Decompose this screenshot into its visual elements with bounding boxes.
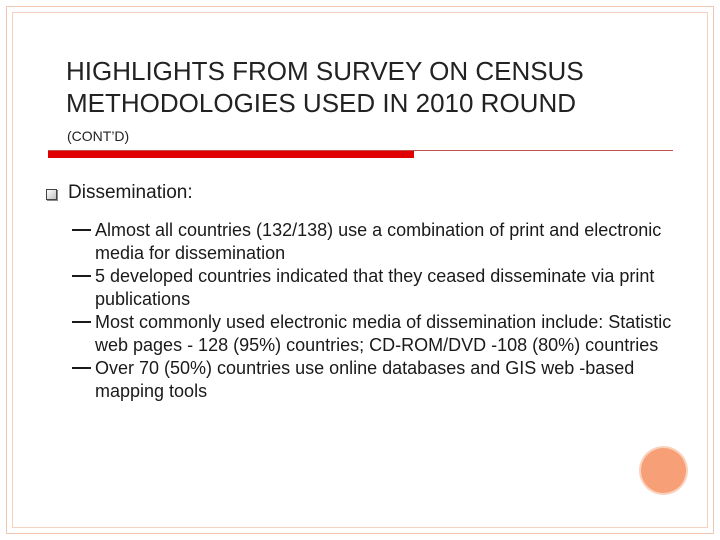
bullet-list	[72, 219, 692, 403]
list-item	[72, 311, 692, 357]
section-bullet	[46, 181, 193, 205]
title-accent-bar	[48, 151, 414, 158]
list-item	[72, 219, 692, 265]
list-item-text: Almost all countries (132/138) use a combination of print and electronic media for dissemination	[95, 220, 662, 263]
list-item	[72, 265, 692, 311]
list-item-text: Over 70 (50%) countries use online databases and GIS web -based mapping tools	[95, 358, 635, 401]
dash-bullet-icon	[72, 321, 91, 323]
dash-bullet-icon	[72, 229, 91, 231]
square-bullet-icon	[46, 189, 57, 200]
dash-bullet-icon	[72, 367, 91, 369]
dash-bullet-icon	[72, 275, 91, 277]
slide-title: HIGHLIGHTS FROM SURVEY ON CENSUS METHODOLOGIES USED IN 2010 ROUND	[66, 56, 584, 118]
list-item-text: Most commonly used electronic media of dissemination include: Statistic web pages - 128 (95%) countries; CD-ROM/DVD -108 (80%) countries	[95, 312, 672, 355]
slide-subtitle: (CONT’D)	[67, 128, 130, 144]
section-heading: Dissemination:	[68, 182, 193, 203]
list-item-text: 5 developed countries indicated that they ceased disseminate via print publications	[95, 266, 655, 309]
decorative-circle	[641, 448, 686, 493]
list-item	[72, 357, 692, 403]
